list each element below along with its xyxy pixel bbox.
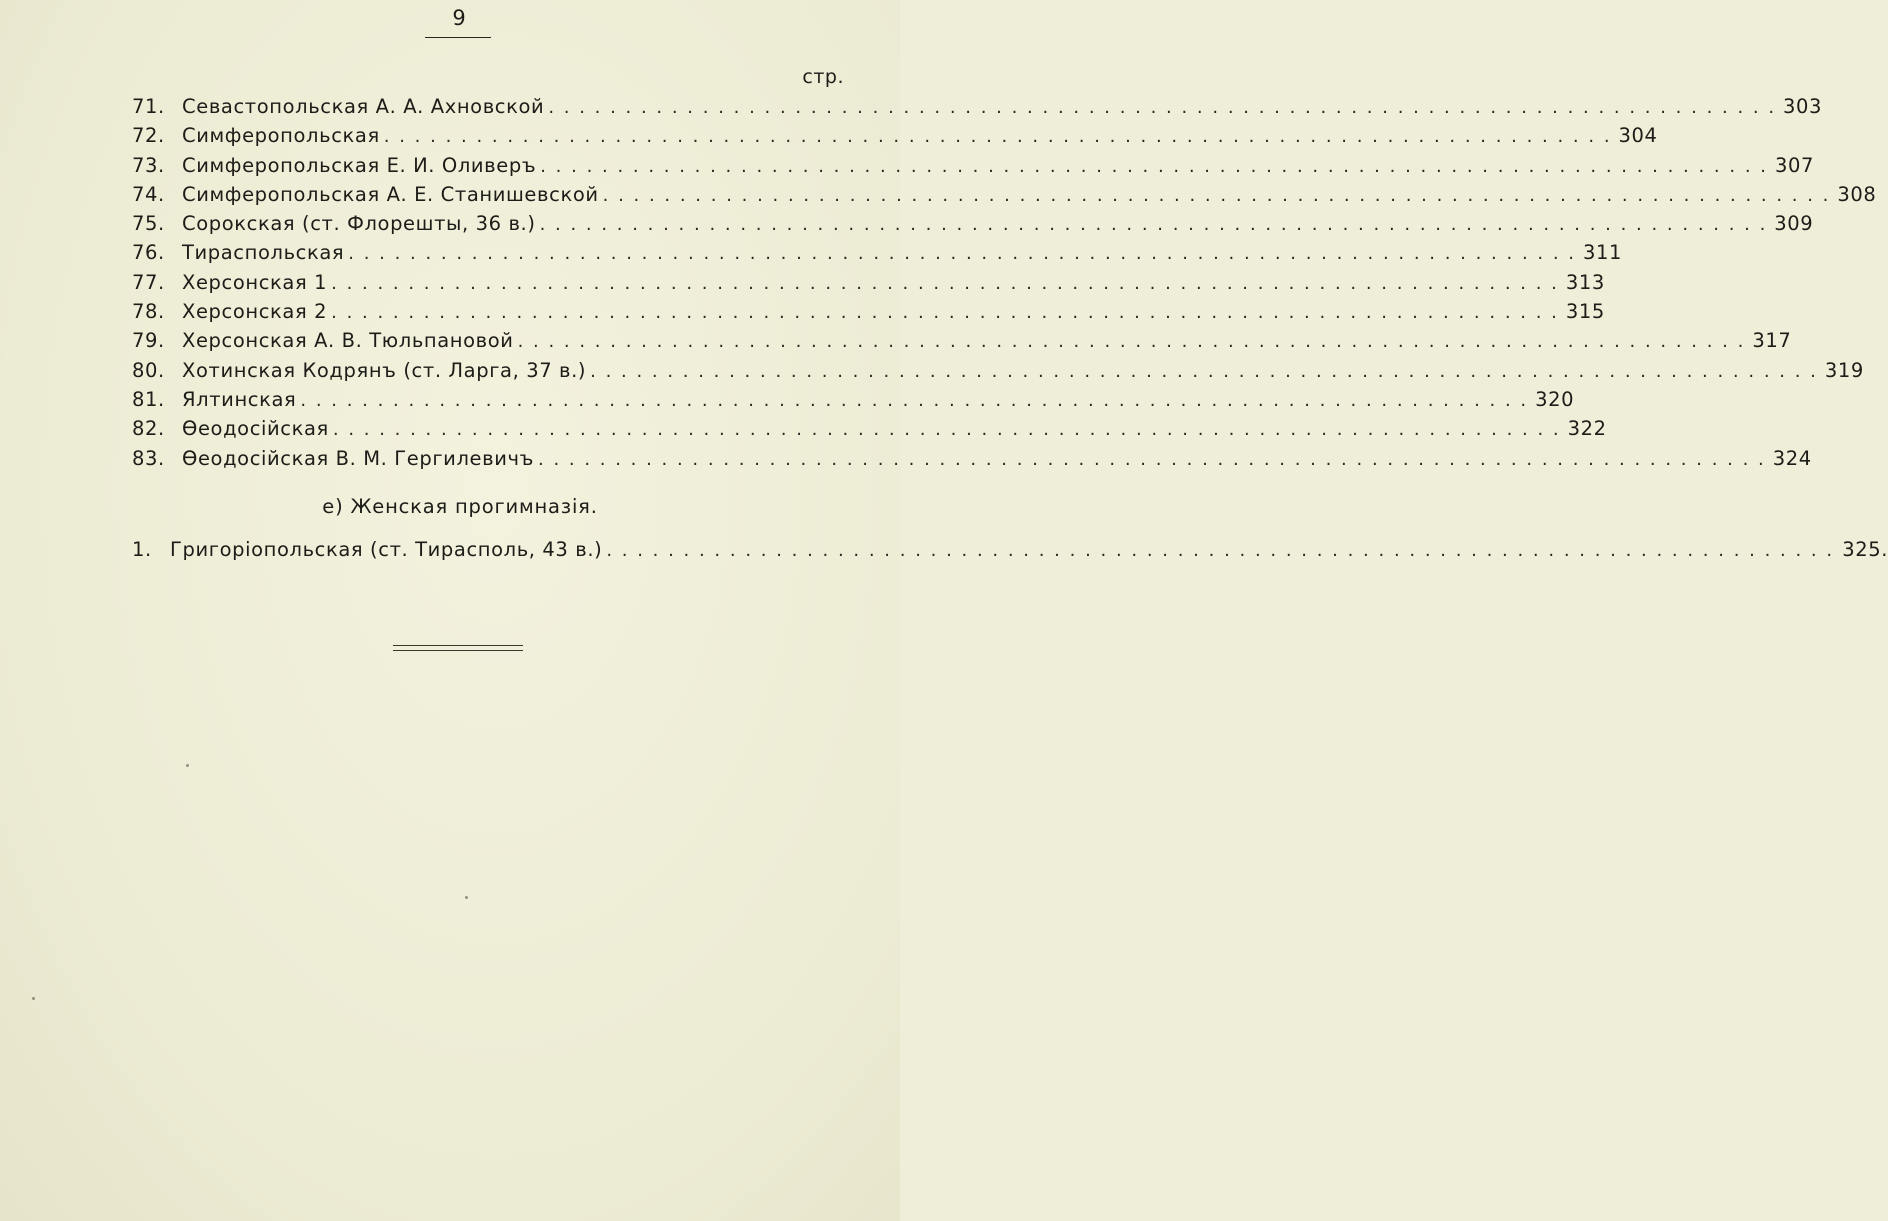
entry-number: 83.	[132, 446, 165, 470]
dot-leader: . . . . . . . . . . . . . . . . . . . . . . . . . . . . . . . . . . . . . . . . . . . . . . . . . . . . . . . . . . . . . . . . . . . . . . . . . . . . . . . .	[348, 243, 1576, 265]
dot-leader: . . . . . . . . . . . . . . . . . . . . . . . . . . . . . . . . . . . . . . . . . . . . . . . . . . . . . . . . . . . . . . . . . . . . . . . . . . . . . . . .	[331, 302, 1559, 324]
entry-page: 317	[1752, 329, 1792, 353]
paper-speck	[186, 764, 189, 767]
entry-page: 315	[1565, 300, 1605, 324]
entry-page: 308	[1837, 182, 1877, 206]
toc-entry	[132, 387, 1575, 417]
entry-title: Өеодосійская В. М. Гергилевичъ	[182, 446, 534, 470]
end-double-rule	[393, 645, 523, 651]
dot-leader: . . . . . . . . . . . . . . . . . . . . . . . . . . . . . . . . . . . . . . . . . . . . . . . . . . . . . . . . . . . . . . . . . . . . . . . . . . . . . . . .	[548, 97, 1777, 118]
entry-title: Григоріопольская (ст. Тирасполь, 43 в.)	[170, 538, 603, 561]
toc-entry	[132, 300, 1605, 329]
toc-entry	[132, 95, 1823, 124]
entry-number: 77.	[132, 270, 165, 294]
entry-number: 79.	[132, 329, 165, 353]
paper-speck	[32, 997, 35, 1000]
entry-number: 75.	[132, 212, 165, 236]
toc-entry	[132, 153, 1814, 183]
toc-entry	[132, 212, 1814, 241]
entry-page: 324	[1772, 446, 1812, 470]
entry-title: Херсонская 1	[182, 270, 328, 294]
entry-number: 82.	[132, 417, 165, 441]
entry-title: Хотинская Кодрянъ (ст. Ларга, 37 в.)	[182, 358, 587, 382]
dot-leader: . . . . . . . . . . . . . . . . . . . . . . . . . . . . . . . . . . . . . . . . . . . . . . . . . . . . . . . . . . . . . . . . . . . . . . . . . . . . . . . .	[540, 155, 1768, 177]
paper-speck	[465, 896, 468, 899]
toc-entry	[132, 538, 1888, 567]
page-column-label: стр.	[802, 66, 844, 88]
entry-number: 71.	[132, 95, 165, 118]
dot-leader: . . . . . . . . . . . . . . . . . . . . . . . . . . . . . . . . . . . . . . . . . . . . . . . . . . . . . . . . . . . . . . . . . . . . . . . . . . . . . . . .	[602, 184, 1831, 206]
toc-entry	[132, 358, 1864, 388]
table-of-contents	[132, 95, 1877, 476]
entry-page: 309	[1774, 212, 1814, 236]
entry-title: Севастопольская А. А. Ахновской	[182, 95, 545, 118]
entry-title: Ялтинская	[182, 387, 297, 411]
entry-page: 313	[1565, 270, 1605, 294]
entry-page: 320	[1535, 387, 1575, 411]
dot-leader: . . . . . . . . . . . . . . . . . . . . . . . . . . . . . . . . . . . . . . . . . . . . . . . . . . . . . . . . . . . . . . . . . . . . . . . . . . . . . . . .	[517, 331, 1746, 353]
entry-page: 307	[1774, 153, 1814, 177]
dot-leader: . . . . . . . . . . . . . . . . . . . . . . . . . . . . . . . . . . . . . . . . . . . . . . . . . . . . . . . . . . . . . . . . . . . . . . . . . . . . . . . .	[539, 214, 1768, 236]
entry-number: 78.	[132, 300, 165, 324]
dot-leader: . . . . . . . . . . . . . . . . . . . . . . . . . . . . . . . . . . . . . . . . . . . . . . . . . . . . . . . . . . . . . . . . . . . . . . . . . . . . . . . .	[606, 540, 1835, 561]
toc-entry	[132, 446, 1812, 476]
entry-title: Херсонская А. В. Тюльпановой	[182, 329, 514, 353]
entry-number: 80.	[132, 358, 165, 382]
entry-title: Өеодосійская	[182, 417, 329, 441]
entry-page: 311	[1582, 241, 1622, 265]
entry-page: 303	[1783, 95, 1823, 118]
entry-number: 74.	[132, 182, 165, 206]
toc-entry	[132, 182, 1877, 212]
dot-leader: . . . . . . . . . . . . . . . . . . . . . . . . . . . . . . . . . . . . . . . . . . . . . . . . . . . . . . . . . . . . . . . . . . . . . . . . . . . . . . . .	[300, 389, 1529, 411]
entry-title: Тираспольская	[182, 241, 345, 265]
section-table-of-contents	[132, 538, 1888, 567]
entry-page: 322	[1567, 417, 1607, 441]
toc-entry	[132, 270, 1605, 300]
section-heading: е) Женская прогимназія.	[322, 495, 598, 518]
entry-number: 81.	[132, 387, 165, 411]
entry-page: 319	[1824, 358, 1864, 382]
toc-entry	[132, 124, 1658, 153]
entry-page: 325.	[1842, 538, 1888, 561]
entry-title: Симферопольская	[182, 124, 380, 148]
entry-number: 73.	[132, 153, 165, 177]
entry-number: 76.	[132, 241, 165, 265]
entry-page: 304	[1618, 124, 1658, 148]
dot-leader: . . . . . . . . . . . . . . . . . . . . . . . . . . . . . . . . . . . . . . . . . . . . . . . . . . . . . . . . . . . . . . . . . . . . . . . . . . . . . . . .	[332, 419, 1561, 441]
entry-title: Симферопольская А. Е. Станишевской	[182, 182, 599, 206]
dot-leader: . . . . . . . . . . . . . . . . . . . . . . . . . . . . . . . . . . . . . . . . . . . . . . . . . . . . . . . . . . . . . . . . . . . . . . . . . . . . . . . .	[331, 272, 1559, 294]
toc-entry	[132, 417, 1607, 446]
entry-title: Херсонская 2	[182, 300, 328, 324]
entry-number: 72.	[132, 124, 165, 148]
page-number-rule	[425, 37, 491, 38]
entry-title: Симферопольская Е. И. Оливеръ	[182, 153, 537, 177]
dot-leader: . . . . . . . . . . . . . . . . . . . . . . . . . . . . . . . . . . . . . . . . . . . . . . . . . . . . . . . . . . . . . . . . . . . . . . . . . . . . . . . .	[538, 448, 1766, 470]
page-number: 9	[452, 6, 466, 30]
toc-entry	[132, 241, 1622, 270]
dot-leader: . . . . . . . . . . . . . . . . . . . . . . . . . . . . . . . . . . . . . . . . . . . . . . . . . . . . . . . . . . . . . . . . . . . . . . . . . . . . . . . .	[590, 360, 1818, 382]
entry-number: 1.	[132, 538, 152, 561]
dot-leader: . . . . . . . . . . . . . . . . . . . . . . . . . . . . . . . . . . . . . . . . . . . . . . . . . . . . . . . . . . . . . . . . . . . . . . . . . . . . . . . .	[383, 126, 1612, 148]
entry-title: Сорокская (ст. Флорешты, 36 в.)	[182, 212, 536, 236]
toc-entry	[132, 329, 1792, 358]
